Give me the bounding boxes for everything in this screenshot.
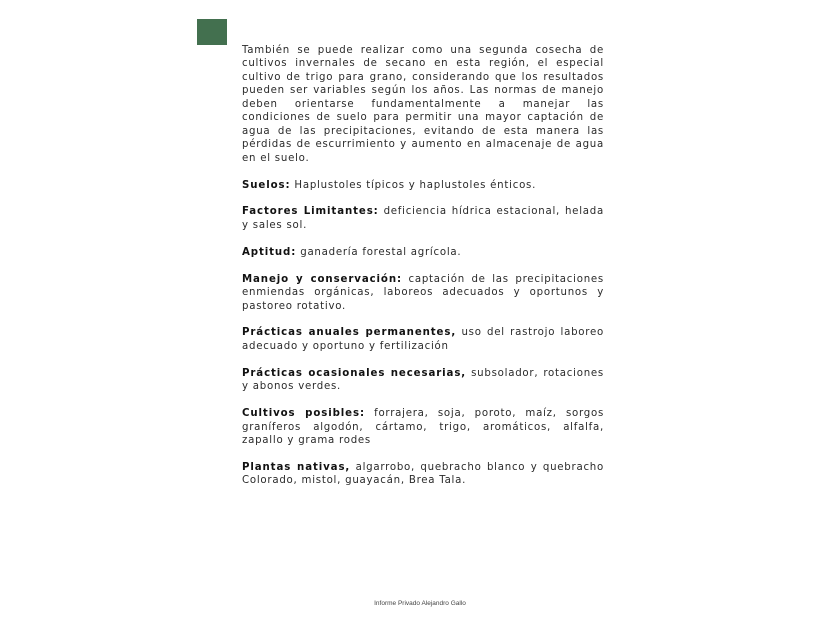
section-suelos: Suelos: Haplustoles típicos y haplustoles énticos. <box>242 179 537 191</box>
intro-paragraph: También se puede realizar como una segunda cosecha de cultivos invernales de secano en esta región, el especial cultivo de trigo para grano, considerando que los resultados pueden ser variables según los años. Las normas de manejo deben orientarse fundamentalmente a manejar las condiciones de suelo para permitir una mayor captación de agua de las precipitaciones, evitando de esta manera las pérdidas de escurrimiento y aumento en almacenaje de agua en el suelo. <box>242 45 604 164</box>
section-practicas-anuales: Prácticas anuales permanentes, uso del rastrojo laboreo adecuado y oportuno y fertilización <box>242 327 605 352</box>
page-footer: Informe Privado Alejandro Gallo <box>374 600 466 607</box>
document-body <box>242 44 604 501</box>
section-manejo: Manejo y conservación: captación de las precipitaciones enmiendas orgánicas, laboreos adecuados y oportunos y pastoreo rotativo. <box>242 273 604 312</box>
section-cultivos-posibles: Cultivos posibles: forrajera, soja, poroto, maíz, sorgos graníferos algodón, cártamo, trigo, aromáticos, alfalfa, zapallo y grama rodes <box>242 408 604 447</box>
section-plantas-nativas: Plantas nativas, algarrobo, quebracho blanco y quebracho Colorado, mistol, guayacán, Brea Tala. <box>242 461 604 487</box>
section-factores-limitantes: Factores Limitantes: deficiencia hídrica estacional, helada y sales sol. <box>242 206 604 231</box>
section-practicas-ocasionales: Prácticas ocasionales necesarias, subsolador, rotaciones y abonos verdes. <box>242 367 604 393</box>
section-aptitud: Aptitud: ganadería forestal agrícola. <box>242 246 462 258</box>
decorative-green-square <box>197 19 227 45</box>
